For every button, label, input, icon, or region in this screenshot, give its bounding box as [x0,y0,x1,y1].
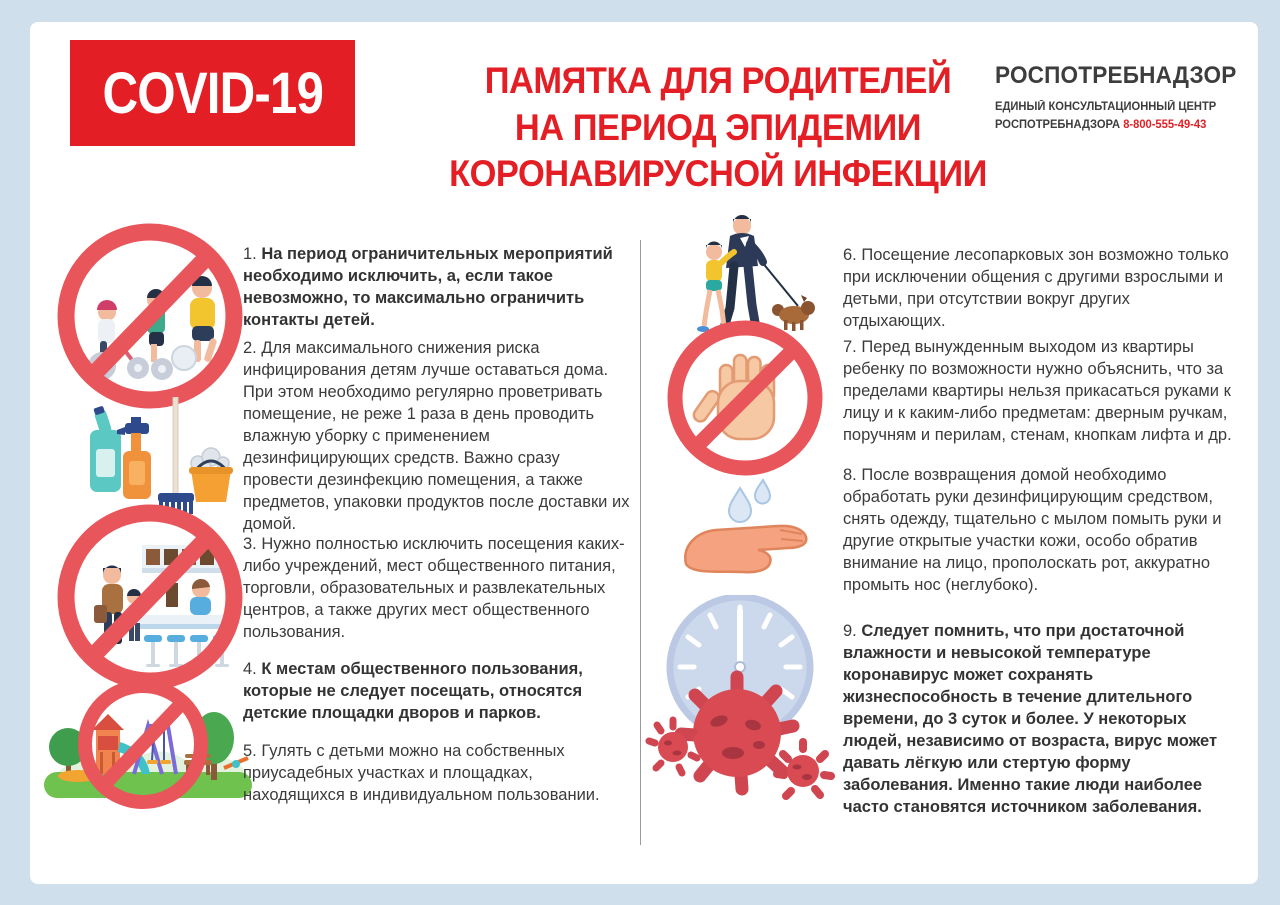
poster-title-line-2: НА ПЕРИОД ЭПИДЕМИИ [514,106,922,148]
item-text: Посещение лесопарковых зон возможно только при исключении общения с другими взрослыми и детьми, при отсутствии вокруг других отдыхающих. [843,246,1229,330]
memo-item-4 [243,658,631,724]
item-text: Перед вынужденным выходом из квартиры ребенку по возможности нужно объяснить, что за пределами квартиры нельзя прикасаться руками к лицу и к каким-либо предметам: дверным ручкам, поручням и перилам, стенам, кнопкам лифта и др. [843,338,1232,444]
column-divider [640,240,641,845]
no-touch-hand-icon [660,313,830,483]
item-number: 9. [843,622,857,640]
item-text: Для максимального снижения риска инфицирования детям лучше оставаться дома. При этом необходимо регулярно проветривать помещение, не реже 1 раза в день проводить влажную уборку с применением дезинфицирующих средств. Важно сразу провести дезинфекцию помещения, а также предметов, упаковки продуктов после доставки их домой. [243,339,630,533]
memo-item-2 [243,337,631,535]
no-children-contact-icon [50,216,250,416]
memo-item-6 [843,244,1235,332]
memo-item-7 [843,336,1235,446]
logo-subtitle-line-2: РОСПОТРЕБНАДЗОРА 8-800-555-49-43 [995,118,1207,131]
item-number: 7. [843,338,857,356]
item-number: 3. [243,535,257,553]
hotline-phone-number: 8-800-555-49-43 [1123,118,1207,131]
poster-title [420,58,1015,198]
no-playground-icon [38,672,258,822]
virus-persistence-icon [645,595,835,815]
poster-title-line-3: КОРОНАВИРУСНОЙ ИНФЕКЦИИ [449,153,987,195]
item-number: 8. [843,466,857,484]
item-text: Гулять с детьми можно на собственных приусадебных участках и площадках, находящихся в индивидуальном пользовании. [243,742,600,804]
logo-subtitle-line-1: ЕДИНЫЙ КОНСУЛЬТАЦИОННЫЙ ЦЕНТР [995,101,1217,113]
memo-item-8 [843,464,1235,596]
memo-item-3 [243,533,631,643]
no-public-places-icon [50,497,250,697]
poster-title-line-1: ПАМЯТКА ДЛЯ РОДИТЕЛЕЙ [484,60,952,101]
item-text: Следует помнить, что при достаточной влажности и невысокой температуре коронавирус может сохранять жизнеспособность в течение длительного времени, до 3 суток и более. У некоторых людей, независимо от возраста, вирус может давать лёгкую или стертую форму заболевания. Именно такие люди наиболее часто становятся источником заболевания. [843,622,1218,816]
item-text: После возвращения домой необходимо обработать руки дезинфицирующим средством, снять одежду, тщательно с мылом помыть руки и другие открытые участки кожи, особо обратив внимание на лицо, прополоскать рот, аккуратно промыть нос (неглубоко). [843,466,1222,594]
covid-19-badge [70,40,355,146]
item-number: 5. [243,742,257,760]
item-number: 4. [243,660,257,678]
poster-card [30,22,1258,884]
hand-washing-icon [680,472,820,582]
covid-19-badge-label: COVID-19 [102,60,323,126]
item-text: Нужно полностью исключить посещения каких-либо учреждений, мест общественного питания, торговли, образовательных и развлекательных центров, а также других мест общественного пользования. [243,535,625,641]
rospotrebnadzor-logo [995,62,1253,135]
rospotrebnadzor-logo-subtitle [995,99,1245,135]
memo-item-5 [243,740,631,806]
item-number: 1. [243,245,257,263]
item-number: 6. [843,246,857,264]
item-text: К местам общественного пользования, которые не следует посещать, относятся детские площадки дворов и парков. [243,660,583,722]
memo-item-1 [243,243,631,331]
memo-item-9 [843,620,1235,818]
rospotrebnadzor-logo-name: РОСПОТРЕБНАДЗОР [995,62,1237,89]
item-text: На период ограничительных мероприятий необходимо исключить, а, если такое невозможно, то максимально ограничить контакты детей. [243,245,613,329]
item-number: 2. [243,339,257,357]
